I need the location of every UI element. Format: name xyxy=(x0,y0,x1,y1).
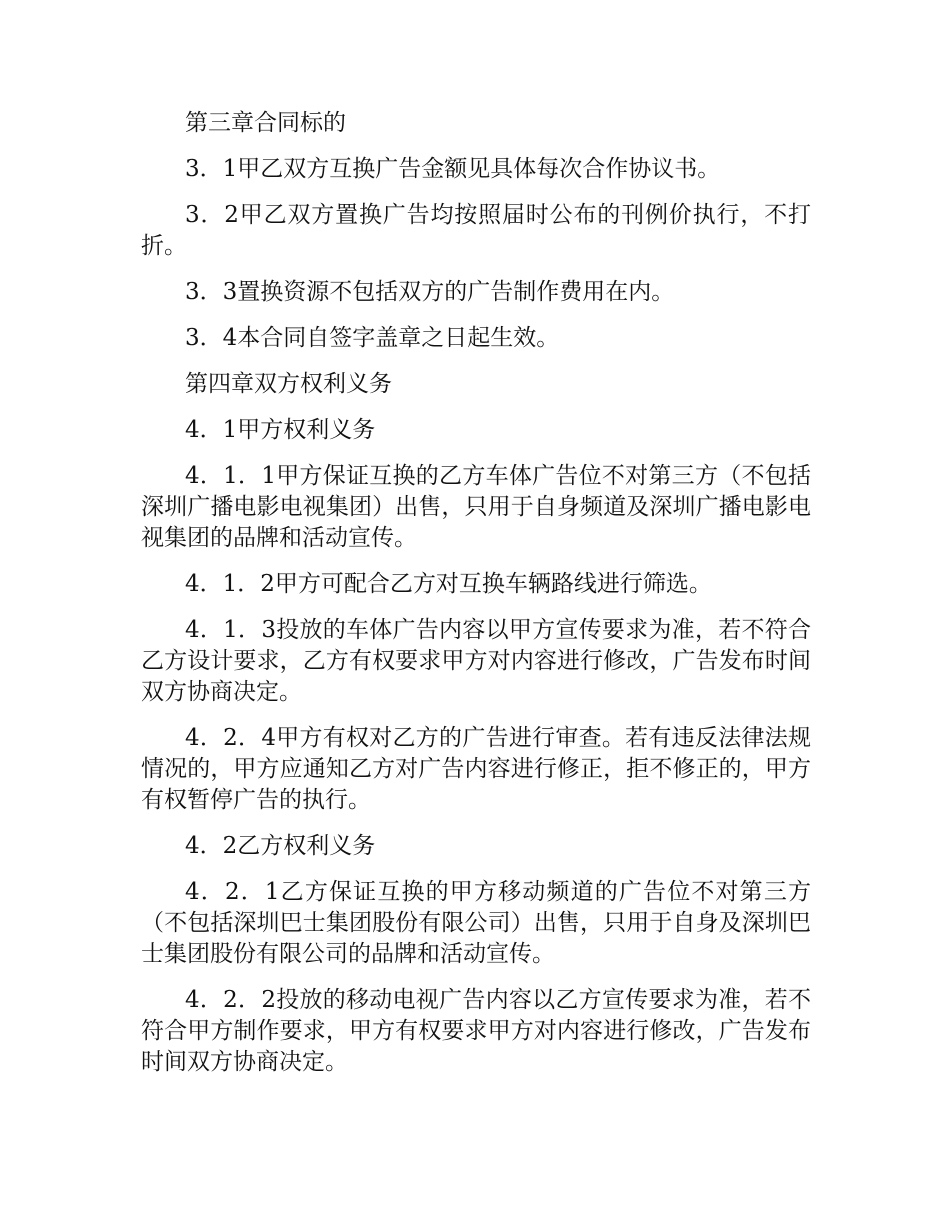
clause-4-1: 4．1甲方权利义务 xyxy=(185,417,376,443)
clause-3-4: 3．4本合同自签字盖章之日起生效。 xyxy=(185,325,560,351)
clause-4-1-1: 4．1．1甲方保证互换的乙方车体广告位不对第三方（不包括深圳广播电影电视集团）出售，只用于自身频道及深圳广播电影电视集团的品牌和活动宣传。 xyxy=(141,463,811,551)
clause-3-1: 3．1甲乙双方互换广告金额见具体每次合作协议书。 xyxy=(185,156,721,182)
clause-4-1-2: 4．1．2甲方可配合乙方对互换车辆路线进行筛选。 xyxy=(185,571,712,597)
clause-4-2-4: 4．2．4甲方有权对乙方的广告进行审查。若有违反法律法规情况的，甲方应通知乙方对广告内容进行修正，拒不修正的，甲方有权暂停广告的执行。 xyxy=(141,725,811,813)
chapter-3-heading: 第三章合同标的 xyxy=(185,110,346,136)
clause-4-1-3: 4．1．3投放的车体广告内容以甲方宣传要求为准，若不符合乙方设计要求，乙方有权要求甲方对内容进行修改，广告发布时间双方协商决定。 xyxy=(141,617,811,705)
clause-4-2-1: 4．2．1乙方保证互换的甲方移动频道的广告位不对第三方（不包括深圳巴士集团股份有限公司）出售，只用于自身及深圳巴士集团股份有限公司的品牌和活动宣传。 xyxy=(141,879,811,967)
clause-3-3: 3．3置换资源不包括双方的广告制作费用在内。 xyxy=(185,279,675,305)
chapter-4-heading: 第四章双方权利义务 xyxy=(185,371,392,397)
clause-4-2-2: 4．2．2投放的移动电视广告内容以乙方宣传要求为准，若不符合甲方制作要求，甲方有权要求甲方对内容进行修改，广告发布时间双方协商决定。 xyxy=(141,987,811,1075)
document-page xyxy=(141,108,811,1093)
clause-4-2: 4．2乙方权利义务 xyxy=(185,833,376,859)
clause-3-2: 3．2甲乙双方置换广告均按照届时公布的刊例价执行，不打折。 xyxy=(141,202,811,259)
